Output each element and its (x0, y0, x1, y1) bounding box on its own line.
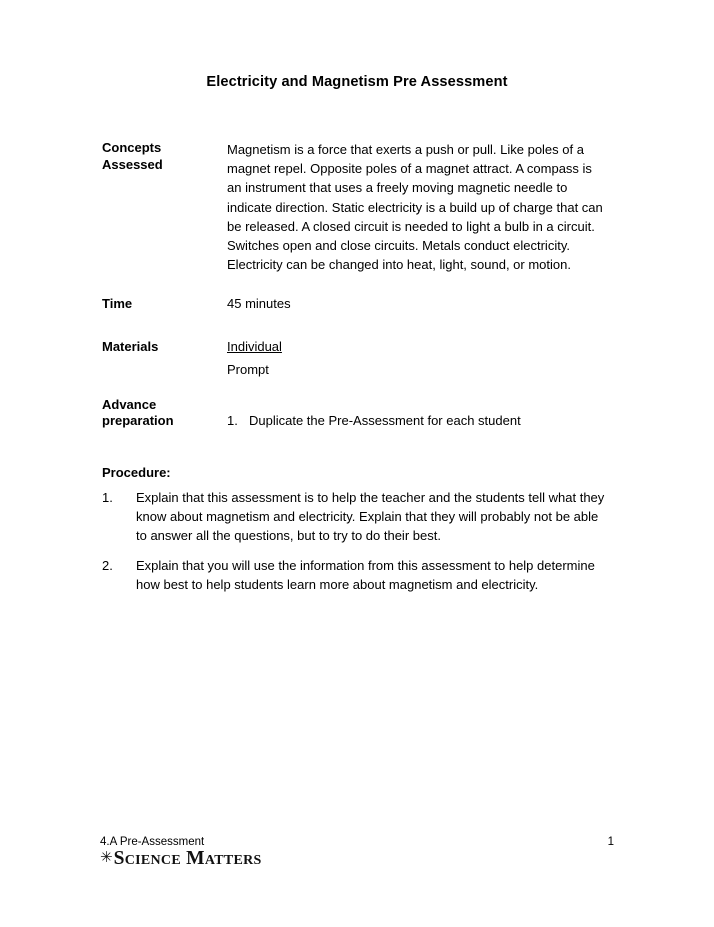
concepts-paragraph: Magnetism is a force that exerts a push or pull. Like poles of a magnet repel. Opposite poles of a magnet attract. A compass is an instrument that uses a freely moving magnetic needle to indicate direction. Static electricity is a build up of charge that can be released. A closed circuit is needed to light a bulb in a circuit. Switches open and close circuits. Metals conduct electricity. Electricity can be changed into heat, light, sound, or motion. (227, 142, 603, 273)
procedure-item-text: Explain that this assessment is to help the teacher and the students tell what they know about magnetism and electricity. Explain that they will probably not be able to answer all the questions, but to try to do their best. (136, 490, 605, 544)
concepts-label (102, 140, 227, 173)
time-label: Time (102, 296, 133, 312)
footer-top-line (100, 836, 614, 848)
asterisk-icon: ✳ (100, 848, 113, 867)
materials-label: Materials (102, 338, 159, 354)
procedure-heading: Procedure: (102, 465, 171, 480)
info-row-concepts (102, 140, 614, 274)
advance-preparation-label (102, 397, 227, 430)
concepts-label-line2: Assessed (102, 156, 163, 172)
logo-wordmark: Science Matters (113, 848, 262, 869)
page-title: Electricity and Magnetism Pre Assessment (206, 74, 508, 90)
list-item (102, 556, 612, 594)
advance-item-number: 1. (227, 413, 238, 429)
science-matters-logo (100, 849, 614, 869)
concepts-label-line1: Concepts (102, 140, 162, 155)
advance-item-text: Duplicate the Pre-Assessment for each student (249, 413, 521, 429)
footer-document-label: 4.A Pre-Assessment (100, 836, 205, 848)
concepts-content (227, 140, 614, 274)
advance-label-line2: preparation (102, 413, 174, 429)
info-block (102, 140, 614, 430)
page-footer (100, 836, 614, 869)
info-row-time (102, 296, 614, 313)
time-value: 45 minutes (227, 296, 291, 312)
list-item (102, 488, 612, 546)
procedure-item-text: Explain that you will use the information from this assessment to help determine how best to help students learn more about magnetism and electricity. (136, 557, 595, 592)
advance-preparation-item (227, 413, 614, 430)
procedure-item-number: 2. (102, 557, 113, 573)
procedure-list (102, 488, 612, 604)
page-number: 1 (607, 836, 614, 848)
info-row-materials (102, 339, 614, 379)
advance-label-line1: Advance (102, 396, 157, 412)
procedure-item-number: 1. (102, 490, 113, 505)
materials-item: Prompt (227, 362, 269, 378)
info-row-advance-preparation (102, 397, 614, 430)
advance-preparation-content (227, 397, 614, 430)
materials-group-heading: Individual (227, 338, 282, 354)
materials-content (227, 339, 614, 379)
